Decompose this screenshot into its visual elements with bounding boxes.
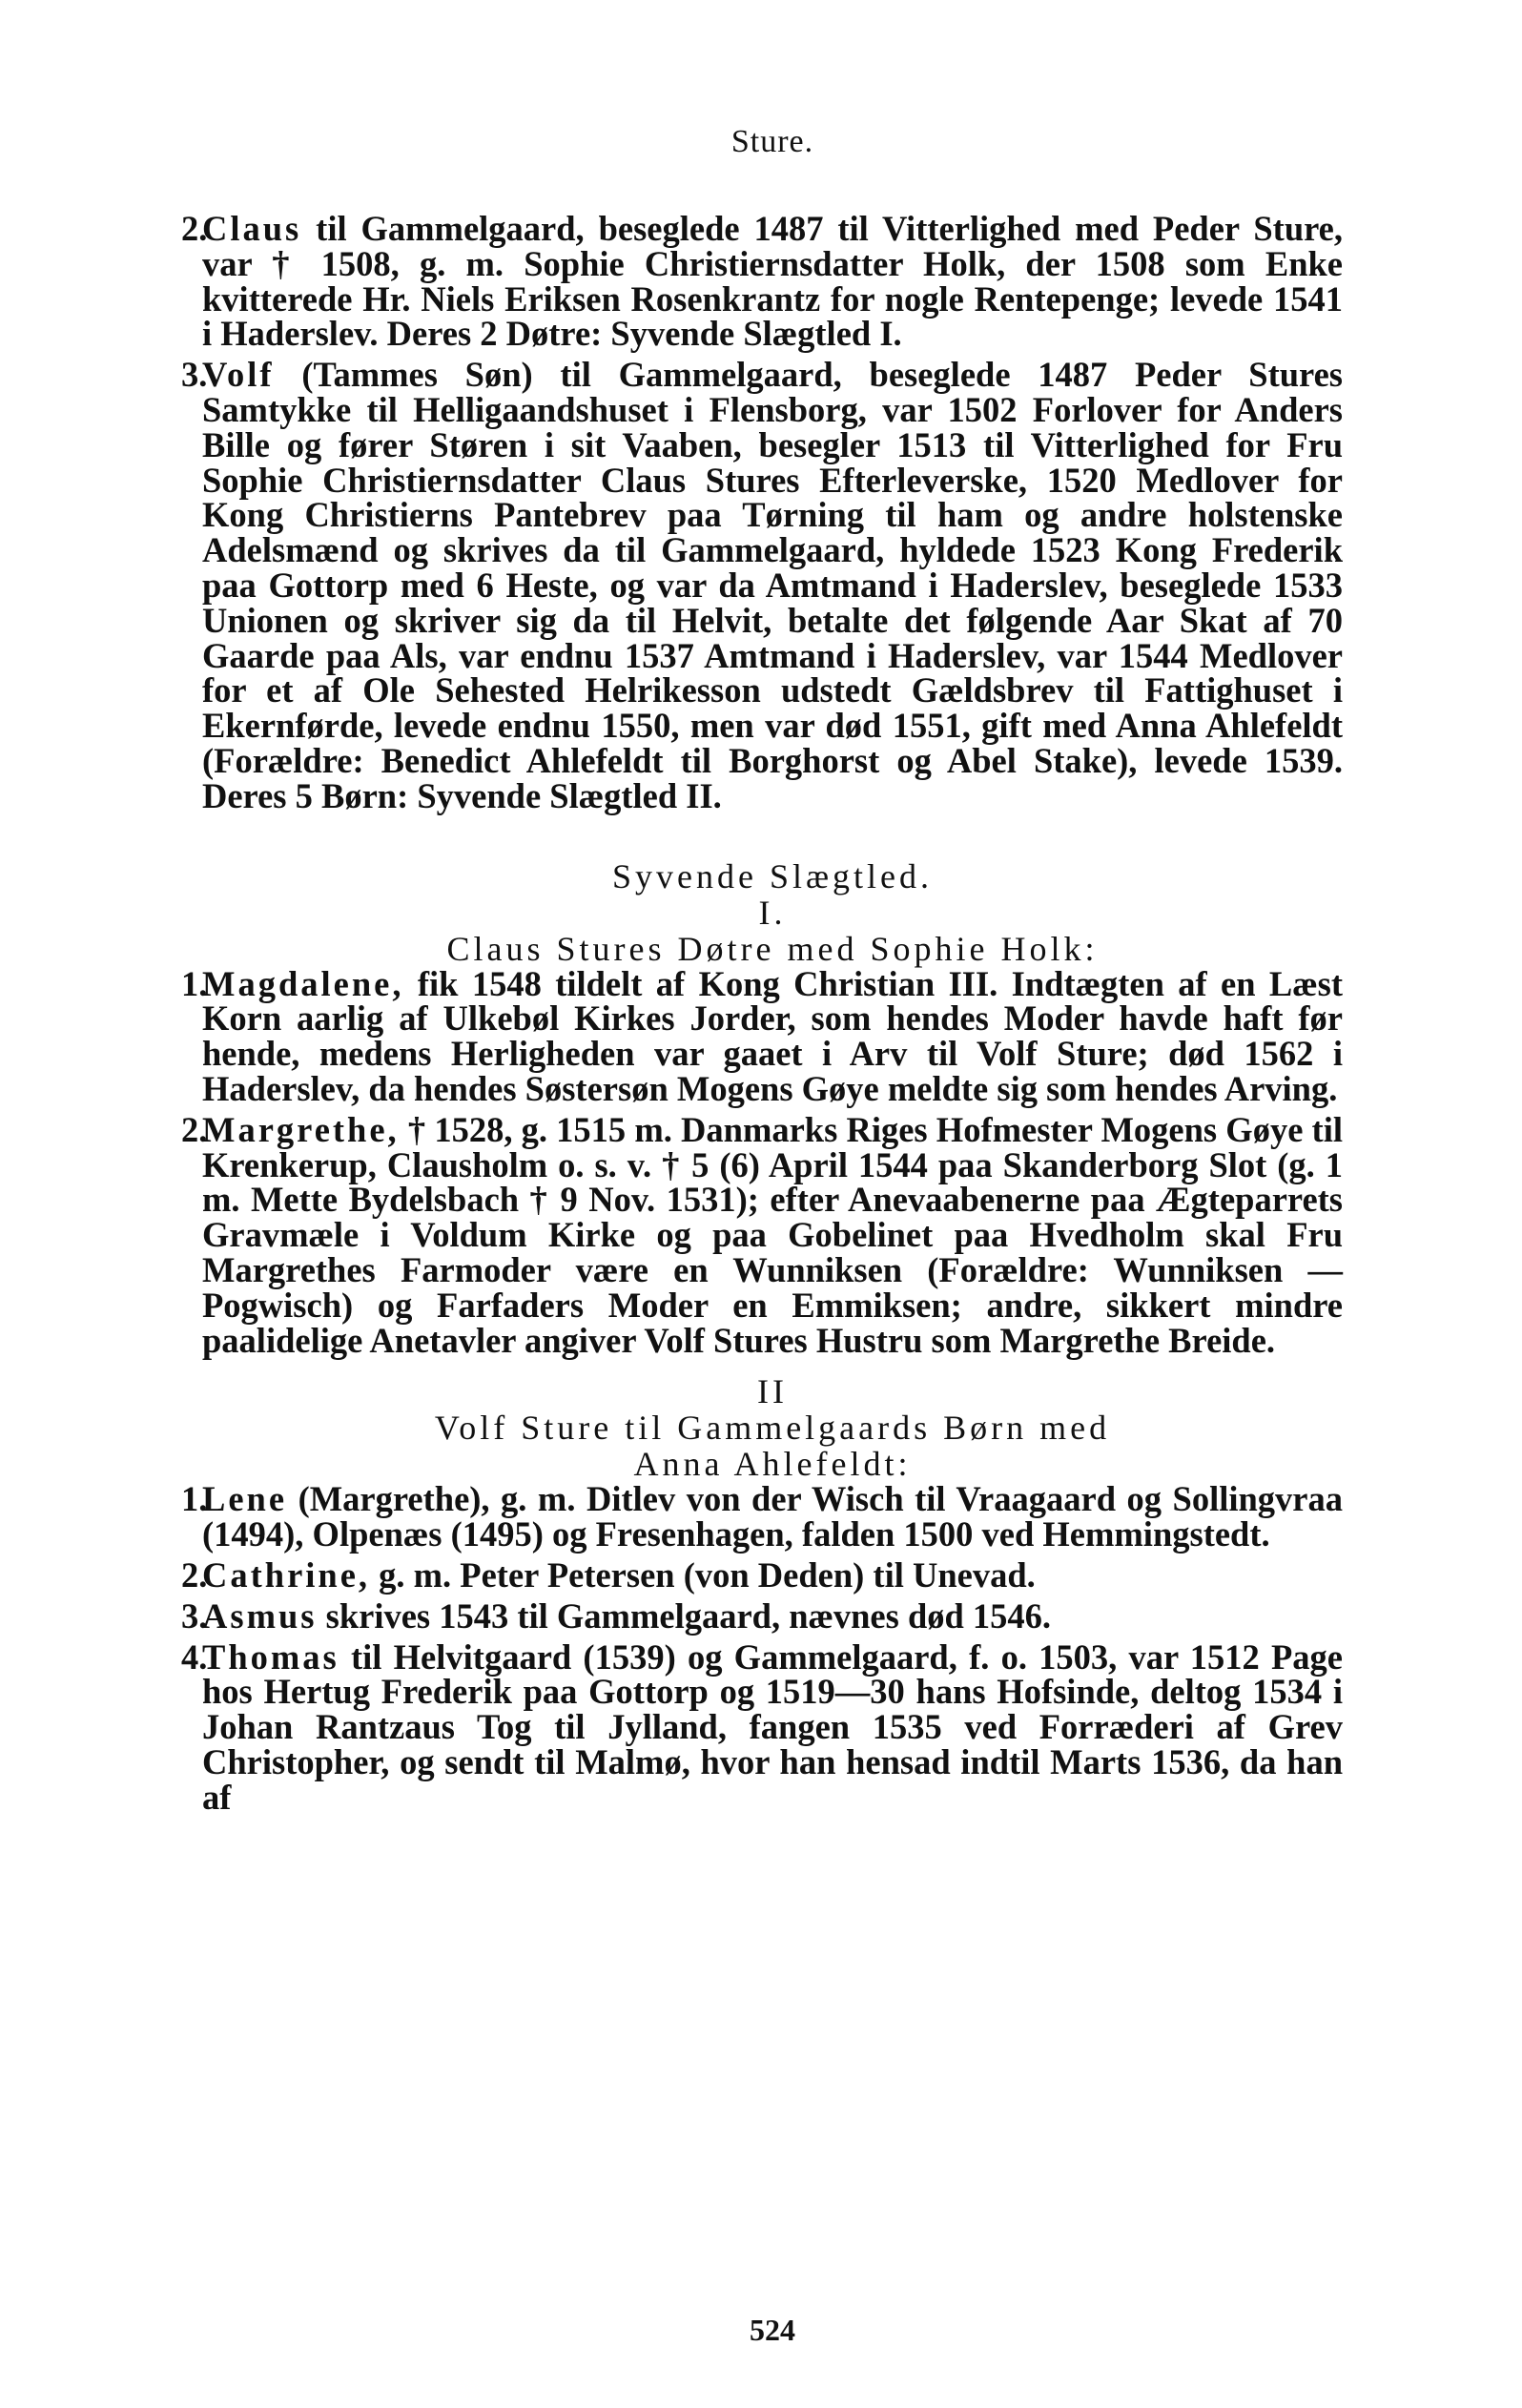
entry-number: 4. [181, 1636, 208, 1677]
page-number: 524 [750, 2313, 795, 2347]
entry-name: Asmus [202, 1595, 318, 1636]
entry-text: (Margrethe), g. m. Ditlev von der Wisch til Vraagaard og Sollingvraa (1494), Olpenæs (1495) og Fresenhagen, falden 1500 ved Hemmingstedt. [202, 1479, 1343, 1554]
section-numeral-1: I. [758, 893, 787, 932]
entry-name: Cathrine, [202, 1554, 371, 1595]
entry-text: fik 1548 tildelt af Kong Christian III. Indtægten af en Læst Korn aarlig af Ulkebøl Kirkes Jorder, som hendes Moder havde haft før hende, medens Herligheden var gaaet i Arv til Volf Sture; død 1562 i Haderslev, da hendes Søstersøn Mogens Gøye meldte sig som hendes Arving. [202, 963, 1343, 1108]
entry-name: Volf [202, 355, 275, 395]
entry-text: til Helvitgaard (1539) og Gammelgaard, f. o. 1503, var 1512 Page hos Hertug Frederik paa Gottorp og 1519—30 hans Hofsinde, deltog 1534 i Johan Rantzaus Tog til Jylland, fangen 1535 ved Forræderi af Grev Christopher, og sendt til Malmø, hvor han hensad indtil Marts 1536, da han af [202, 1636, 1344, 1817]
entry-number: 3. [181, 1595, 208, 1636]
entry-name: Margrethe, [202, 1109, 400, 1149]
entry-magdalene [181, 963, 1343, 1108]
entry-name: Lene [202, 1479, 288, 1519]
section-heading-2-line2: Anna Ahlefeldt: [633, 1445, 912, 1484]
entry-text: (Tammes Søn) til Gammelgaard, beseglede 1487 Peder Stures Samtykke til Helligaandshuset i Flensborg, var 1502 Forlover for Anders Bille og fører Støren i sit Vaaben, besegler 1513 til Vitterlighed for Fru Sophie Christiernsdatter Claus Stures Efterleverske, 1520 Medlover for Kong Christierns Pantebrev paa Tørning til ham og andre holstenske Adelsmænd og skrives da til Gammelgaard, hyldede 1523 Kong Frederik paa Gottorp med 6 Heste, og var da Amtmand i Haderslev, beseglede 1533 Unionen og skriver sig da til Helvit, betalte det følgende Aar Skat af 70 Gaarde paa Als, var endnu 1537 Amtmand i Haderslev, var 1544 Medlover for et af Ole Sehested Helrikesson udstedt Gældsbrev til Fattighuset i Ekernførde, levede endnu 1550, men var død 1551, gift med Anna Ahlefeldt (Forældre: Benedict Ahlefeldt til Borghorst og Abel Stake), levede 1539. Deres 5 Børn: Syvende Slægtled II. [202, 355, 1343, 815]
entry-name: Magdalene, [202, 963, 404, 1003]
entry-cathrine [181, 1554, 1343, 1595]
entry-claus [181, 209, 1343, 354]
entry-number: 1. [181, 1479, 208, 1519]
entry-number: 3. [181, 355, 208, 395]
entry-asmus [181, 1595, 1343, 1636]
entry-volf [181, 355, 1343, 815]
entry-number: 2. [181, 209, 208, 248]
section-title: Syvende Slægtled. [612, 856, 933, 895]
section-heading-2-line1: Volf Sture til Gammelgaards Børn med [434, 1409, 1111, 1448]
entry-text: † 1528, g. 1515 m. Danmarks Riges Hofmester Mogens Gøye til Krenkerup, Clausholm o. s. v. † 5 (6) April 1544 paa Skanderborg Slot (g. 1 m. Mette Bydelsbach † 9 Nov. 1531); efter Anevaabenerne paa Ægteparrets Gravmæle i Voldum Kirke og paa Gobelinet paa Hvedholm skal Fru Margrethes Farmoder være en Wunniksen (Forældre: Wunniksen — Pogwisch) og Farfaders Moder en Emmiksen; andre, sikkert mindre paalidelige Anetavler angiver Volf Stures Hustru som Margrethe Breide. [202, 1109, 1343, 1360]
section-numeral-2: II [757, 1372, 788, 1411]
entry-margrethe [181, 1109, 1343, 1360]
entry-lene [181, 1479, 1343, 1554]
entry-number: 2. [181, 1554, 208, 1595]
entry-thomas [181, 1636, 1344, 1817]
entry-text: g. m. Peter Petersen (von Deden) til Unevad. [379, 1554, 1036, 1595]
entry-name: Thomas [202, 1636, 339, 1677]
entry-text: skrives 1543 til Gammelgaard, nævnes død 1546. [325, 1595, 1052, 1636]
entry-number: 1. [181, 963, 208, 1003]
entry-text: til Gammelgaard, beseglede 1487 til Vitterlighed med Peder Sture, var † 1508, g. m. Sophie Christiernsdatter Holk, der 1508 som Enke kvitterede Hr. Niels Eriksen Rosenkrantz for nogle Rentepenge; levede 1541 i Haderslev. Deres 2 Døtre: Syvende Slægtled I. [202, 209, 1343, 354]
entry-number: 2. [181, 1109, 208, 1149]
section-heading-1: Claus Stures Døtre med Sophie Holk: [446, 929, 1099, 968]
running-head: Sture. [730, 124, 814, 159]
entry-name: Claus [202, 209, 302, 248]
book-page [181, 114, 1344, 2347]
